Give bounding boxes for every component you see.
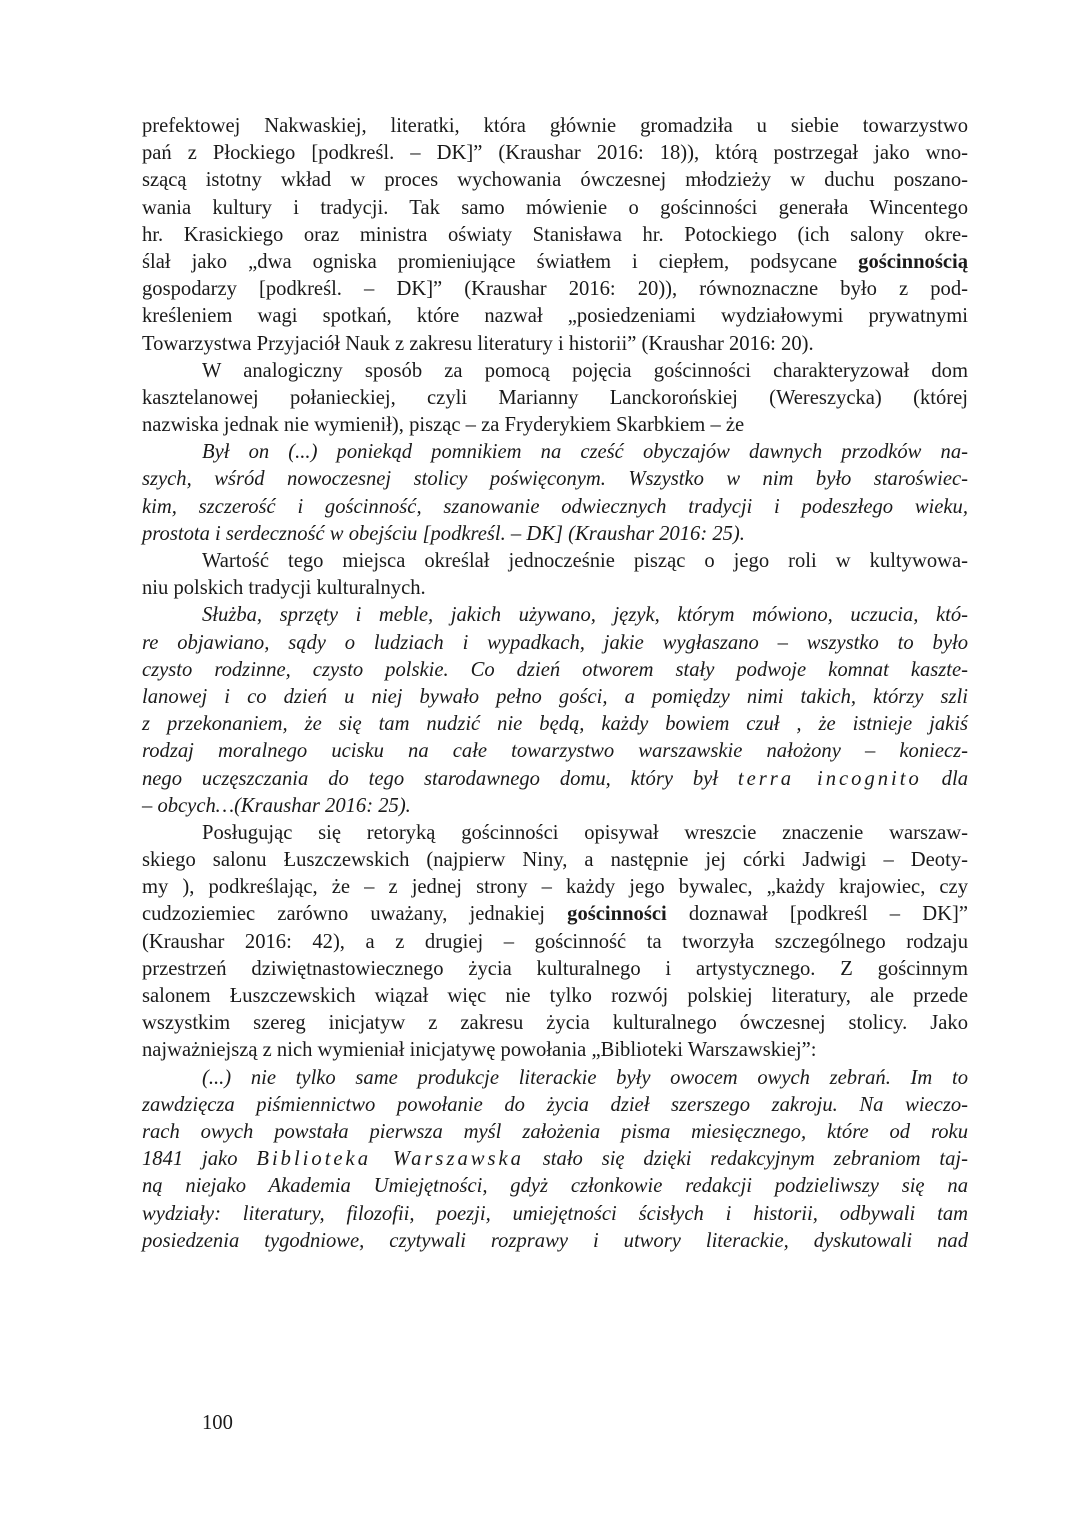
text-run: W analogiczny sposób za pomocą pojęcia gościnności charakteryzował dom [202,359,968,382]
text-line [142,684,968,711]
text-run: – obcych…(Kraushar 2016: 25). [142,794,411,817]
body-paragraph [142,358,968,440]
text-line [142,466,968,493]
text-line [142,874,968,901]
text-run: kasztelanowej połanieckiej, czyli Marianny Lanckorońskiej (Wereszycka) (której [142,386,968,409]
text-line [142,901,968,928]
text-run: nazwiska jednak nie wymienił), pisząc – za Fryderykiem Skarbkiem – że [142,414,745,437]
text-line [142,1146,968,1173]
text-run: gospodarzy [podkreśl. – DK]” (Kraushar 2016: 20)), równoznaczne było z pod- [142,278,968,301]
text-run: Towarzystwa Przyjaciół Nauk z zakresu literatury i historii” (Kraushar 2016: 20). [142,332,814,355]
text-line [142,494,968,521]
page-number: 100 [202,1412,233,1434]
text-run: re objawiano, sądy o ludziach i wypadkach, jakie wygłaszano – wszystko to było [142,631,968,654]
block-quote [142,1065,968,1255]
text-line [142,1037,968,1064]
text-run: najważniejszą z nich wymieniał inicjatywę powołania „Biblioteki Warszawskiej”: [142,1039,817,1062]
text-run: (Kraushar 2016: 42), a z drugiej – gościnność ta tworzyła szczególnego rodzaju [142,930,968,953]
text-run: ną niejako Akademia Umiejętności, gdyż członkowie redakcji podzieliwszy się na [142,1175,968,1198]
text-line [142,140,968,167]
text-line [142,602,968,629]
text-run: prostota i serdeczność w obejściu [podkreśl. – DK] (Kraushar 2016: 25). [142,522,745,545]
text-run: dla [921,767,968,790]
text-run: Służba, sprzęty i meble, jakich używano, język, którym mówiono, uczucia, któ- [202,604,968,627]
text-line [142,113,968,140]
text-line [142,1092,968,1119]
text-run: przestrzeń dziwiętnastowiecznego życia kulturalnego i artystycznego. Z gościnnym [142,957,968,980]
text-line [142,630,968,657]
text-run: wania kultury i tradycji. Tak samo mówienie o gościnności generała Wincentego [142,196,968,219]
text-line [142,249,968,276]
text-run: rodzaj moralnego ucisku na całe towarzystwo warszawskie nałożony – koniecz- [142,740,968,763]
text-line [142,385,968,412]
text-run: szych, wśród nowoczesnej stolicy poświęconym. Wszystko w nim było staroświec- [142,468,968,491]
text-line [142,1010,968,1037]
block-quote [142,602,968,820]
text-line [142,1173,968,1200]
text-line [142,276,968,303]
text-line [142,439,968,466]
text-run: Był on (...) poniekąd pomnikiem na cześć obyczajów dawnych przodków na- [202,441,968,464]
text-run: pań z Płockiego [podkreśl. – DK]” (Kraushar 2016: 18)), którą postrzegał jako wno- [142,142,968,165]
text-line [142,222,968,249]
bold-emphasis: gościnnością [858,250,968,273]
page-text [142,113,968,1255]
text-run: rach owych powstała pierwsza myśl założenia pisma miesięcznego, które od roku [142,1120,968,1143]
spaced-emphasis: terra incognito [737,767,922,790]
text-run: kim, szczerość i gościnność, szanowanie odwiecznych tradycji i podeszłego wieku, [142,495,968,518]
text-run: kreśleniem wagi spotkań, które nazwał „posiedzeniami wydziałowymi prywatnymi [142,305,968,328]
text-run: lanowej i co dzień u niej bywało pełno gości, a pomiędzy nimi takich, którzy szli [142,685,968,708]
text-run: my ), podkreślając, że – z jednej strony – każdy jego bywalec, „każdy krajowiec, czy [142,876,968,899]
text-line [142,167,968,194]
text-line [142,793,968,820]
text-run: ślał jako „dwa ogniska promieniujące światłem i ciepłem, podsycane [142,250,859,273]
text-line [142,1119,968,1146]
bold-emphasis: gościnności [567,903,667,926]
text-run: czysto rodzinne, czysto polskie. Co dzień otworem stały podwoje komnat kaszte- [142,658,968,681]
text-line [142,303,968,330]
text-line [142,1201,968,1228]
text-run: z przekonaniem, że się tam nudzić nie będą, każdy bowiem czuł , że istnieje jakiś [142,713,968,736]
text-line [142,575,968,602]
text-run: wszystkim szereg inicjatyw z zakresu życia kulturalnego ówczesnej stolicy. Jako [142,1012,968,1035]
text-line [142,521,968,548]
text-line [142,331,968,358]
spaced-emphasis: Biblioteka Warszawska [256,1148,524,1171]
body-paragraph [142,548,968,602]
text-line [142,1065,968,1092]
body-paragraph [142,113,968,358]
text-run: stało się dzięki redakcyjnym zebraniom taj- [523,1148,968,1171]
text-run: doznawał [podkreśl – DK]” [666,903,968,926]
text-line [142,956,968,983]
text-line [142,1228,968,1255]
text-run: zawdzięcza piśmiennictwo powołanie do życia dzieł szerszego zakroju. Na wieczo- [142,1093,968,1116]
text-line [142,657,968,684]
text-run: niu polskich tradycji kulturalnych. [142,577,426,600]
text-line [142,195,968,222]
block-quote [142,439,968,548]
body-paragraph [142,820,968,1065]
text-run: (...) nie tylko same produkcje literackie były owocem owych zebrań. Im to [202,1066,968,1089]
text-run: Posługując się retoryką gościnności opisywał wreszcie znaczenie warszaw- [202,821,968,844]
text-run: wydziały: literatury, filozofii, poezji, umiejętności ścisłych i historii, odbywali tam [142,1202,968,1225]
text-line [142,412,968,439]
text-run: cudzoziemiec zarówno uważany, jednakiej [142,903,568,926]
text-run: nego uczęszczania do tego starodawnego domu, który był [142,767,738,790]
text-run: prefektowej Nakwaskiej, literatki, która głównie gromadziła u siebie towarzystwo [142,115,968,137]
text-run: posiedzenia tygodniowe, czytywali rozprawy i utwory literackie, dyskutowali nad [142,1229,968,1252]
text-line [142,929,968,956]
text-line [142,983,968,1010]
text-run: hr. Krasickiego oraz ministra oświaty Stanisława hr. Potockiego (ich salony okre- [142,223,968,246]
text-run: 1841 jako [142,1148,257,1171]
text-line [142,548,968,575]
text-run: skiego salonu Łuszczewskich (najpierw Niny, a następnie jej córki Jadwigi – Deoty- [142,849,968,872]
text-line [142,358,968,385]
text-line [142,766,968,793]
text-run: szącą istotny wkład w proces wychowania ówczesnej młodzieży w duchu poszano- [142,169,968,192]
text-line [142,711,968,738]
text-run: salonem Łuszczewskich wiązał więc nie tylko rozwój polskiej literatury, ale przede [142,985,968,1007]
text-line [142,738,968,765]
text-line [142,820,968,847]
text-run: Wartość tego miejsca określał jednocześnie pisząc o jego roli w kultywowa- [202,550,968,572]
text-line [142,847,968,874]
